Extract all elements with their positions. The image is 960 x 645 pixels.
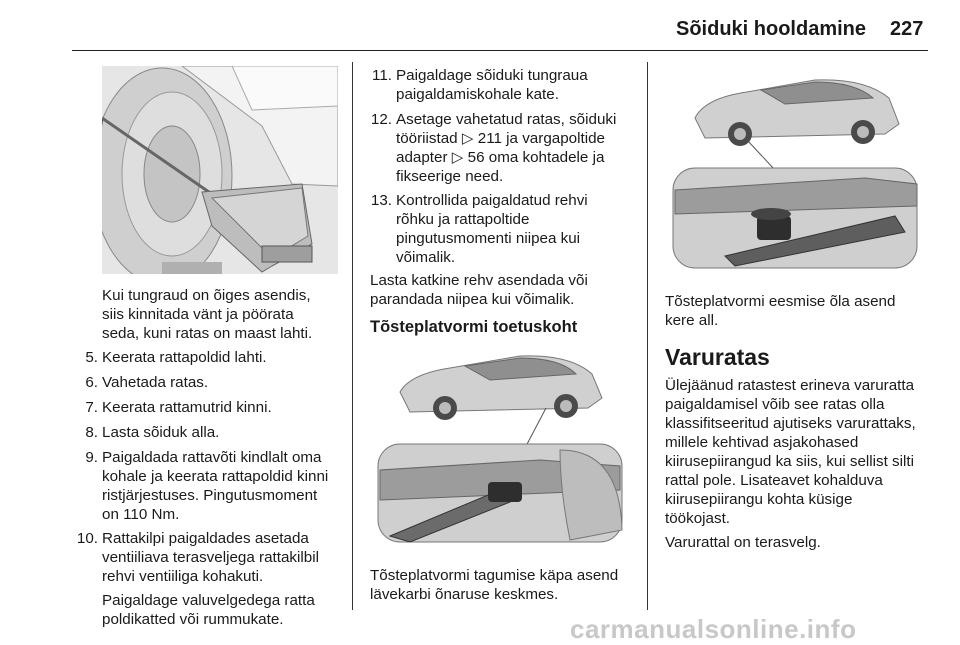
step-9-line-1: Paigaldada rattavõti kindlalt oma xyxy=(102,449,322,466)
watermark-footer: carmanualsonline.info xyxy=(570,614,857,644)
jack-caption-line-2: siis kinnitada vänt ja pöörata xyxy=(102,306,294,323)
rear-lift-caption-line-2: lävekarbi õnaruse keskmes. xyxy=(370,586,559,603)
spare-wheel-heading: Varuratas xyxy=(665,344,770,370)
rear-lift-drawing xyxy=(370,340,632,548)
step-9-line-3: ristjärjestuses. Pingutusmoment xyxy=(102,487,318,504)
step-9-line-4: on 110 Nm. xyxy=(102,506,180,523)
step-8-text: Lasta sõiduk alla. xyxy=(102,424,220,441)
page-number: 227 xyxy=(890,18,924,40)
spare-para-line-7: kiirusepiirangu kohta küsige xyxy=(665,491,853,508)
front-lift-caption-line-2: kere all. xyxy=(665,312,719,329)
step-number-6: 6. xyxy=(85,374,98,391)
step-number-7: 7. xyxy=(85,399,98,416)
step-10-line-1: Rattakilpi paigaldades asetada xyxy=(102,530,309,547)
step-number-12: 12. xyxy=(370,111,392,128)
spare-para-line-8: töökojast. xyxy=(665,510,731,527)
step-number-10: 10. xyxy=(76,530,98,547)
rear-lift-point-illustration xyxy=(370,340,632,548)
rear-lift-caption-line-1: Tõsteplatvormi tagumise käpa asend xyxy=(370,567,619,584)
step-13-line-4: võimalik. xyxy=(396,249,456,266)
lift-point-heading: Tõsteplatvormi toetuskoht xyxy=(370,318,578,336)
jack-caption-line-1: Kui tungraud on õiges asendis, xyxy=(102,287,311,304)
note-line-1: Paigaldage valuvelgedega ratta xyxy=(102,592,315,609)
step-number-5: 5. xyxy=(85,349,98,366)
step-12-line-4: fikseerige need. xyxy=(396,168,504,185)
repair-para-line-2: parandada niipea kui võimalik. xyxy=(370,291,575,308)
step-7-text: Keerata rattamutrid kinni. xyxy=(102,399,272,416)
step-6-text: Vahetada ratas. xyxy=(102,374,209,391)
jack-illustration xyxy=(102,66,338,274)
column-divider-right xyxy=(647,62,648,610)
column-divider-left xyxy=(352,62,353,610)
spare-para-line-3: klassifitseeritud ajutiseks varurattaks, xyxy=(665,415,916,432)
jack-drawing xyxy=(102,66,338,274)
step-10-line-2: ventiiliava terasveljega rattakilbil xyxy=(102,549,319,566)
step-number-9: 9. xyxy=(85,449,98,466)
step-13-line-1: Kontrollida paigaldatud rehvi xyxy=(396,192,588,209)
spare-para-line-1: Ülejäänud ratastest erineva varuratta xyxy=(665,377,915,394)
front-lift-drawing xyxy=(665,66,927,274)
step-number-11: 11. xyxy=(372,67,392,84)
spare-para-line-2: paigaldamisel võib see ratas olla xyxy=(665,396,885,413)
header-rule xyxy=(72,50,928,51)
spare-para-line-5: kiirusepiirangud ka siis, kui sellist silti xyxy=(665,453,914,470)
section-title: Sõiduki hooldamine xyxy=(676,18,867,40)
steel-rim-note: Varurattal on terasvelg. xyxy=(665,534,821,551)
step-number-13: 13. xyxy=(370,192,392,209)
step-number-8: 8. xyxy=(85,424,98,441)
front-lift-point-illustration xyxy=(665,66,927,274)
spare-para-line-6: rattal pole. Lisateavet kohalduva xyxy=(665,472,883,489)
step-12-line-1: Asetage vahetatud ratas, sõiduki xyxy=(396,111,617,128)
repair-para-line-1: Lasta katkine rehv asendada või xyxy=(370,272,588,289)
step-12-line-3: adapter ▷ 56 oma kohtadele ja xyxy=(396,149,605,166)
note-line-2: poldikatted või rummukate. xyxy=(102,611,284,628)
spare-para-line-4: millele kehtivad asjakohased xyxy=(665,434,859,451)
step-9-line-2: kohale ja keerata rattapoldid kinni xyxy=(102,468,329,485)
step-11-line-2: paigaldamiskohale kate. xyxy=(396,86,559,103)
jack-caption-line-3: seda, kuni ratas on maast lahti. xyxy=(102,325,313,342)
step-13-line-3: pingutusmomenti niipea kui xyxy=(396,230,581,247)
step-12-line-2: tööriistad ▷ 211 ja vargapoltide xyxy=(396,130,605,147)
front-lift-caption-line-1: Tõsteplatvormi eesmise õla asend xyxy=(665,293,896,310)
step-11-line-1: Paigaldage sõiduki tungraua xyxy=(396,67,588,84)
step-10-line-3: rehvi ventiiliga kohakuti. xyxy=(102,568,264,585)
step-5-text: Keerata rattapoldid lahti. xyxy=(102,349,267,366)
step-13-line-2: rõhku ja rattapoltide xyxy=(396,211,530,228)
